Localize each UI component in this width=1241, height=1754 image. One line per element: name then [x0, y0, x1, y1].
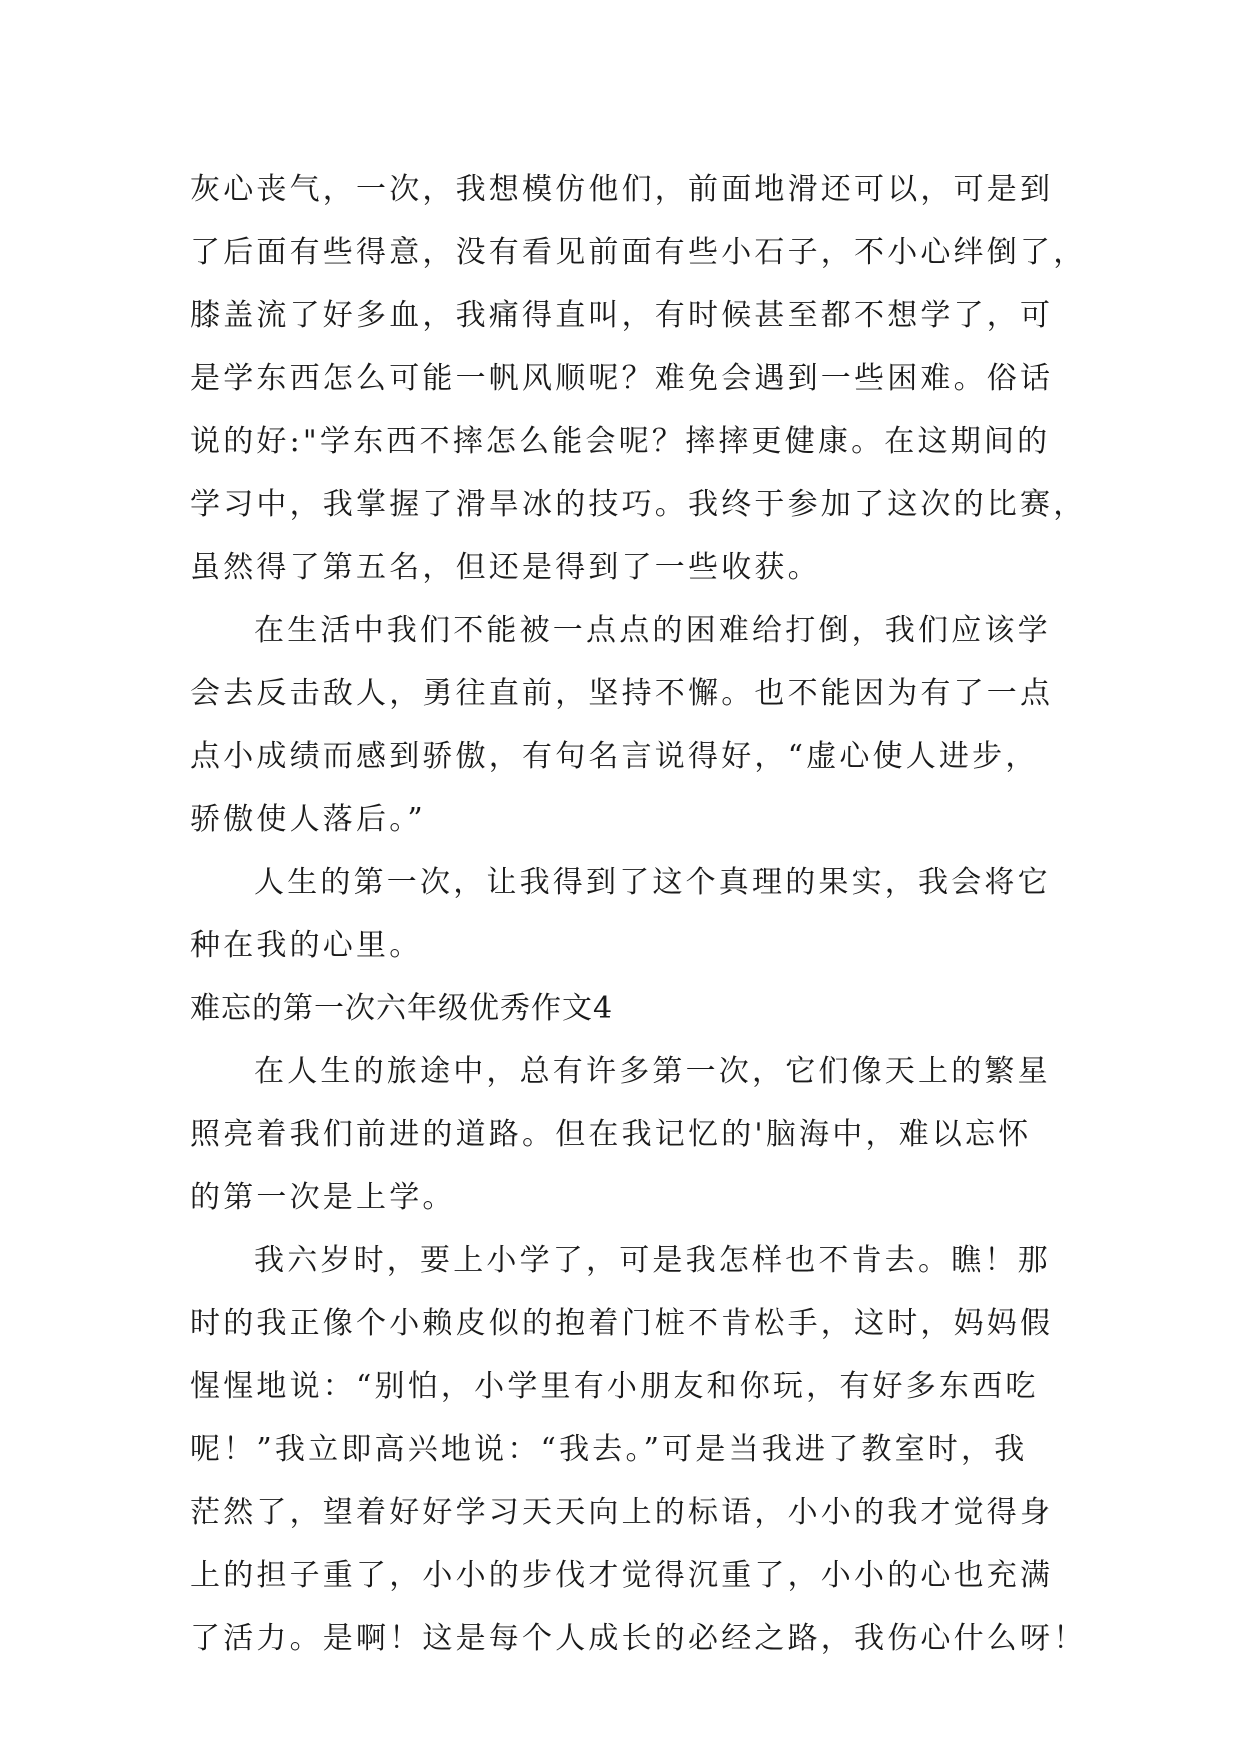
- text-line: 茫然了，望着好好学习天天向上的标语，小小的我才觉得身: [190, 1495, 1054, 1530]
- paragraph-start-line: 在人生的旅途中，总有许多第一次，它们像天上的繁星: [254, 1054, 1051, 1089]
- text-line: 膝盖流了好多血，我痛得直叫，有时候甚至都不想学了，可: [190, 298, 1054, 333]
- text-line: 了后面有些得意，没有看见前面有些小石子，不小心绊倒了，: [190, 235, 1087, 270]
- text-line: 点小成绩而感到骄傲，有句名言说得好，“虚心使人进步，: [190, 739, 1039, 774]
- text-line: 骄傲使人落后。”: [190, 802, 426, 837]
- text-line: 种在我的心里。: [190, 928, 423, 963]
- section-heading: 难忘的第一次六年级优秀作文4: [190, 991, 614, 1026]
- text-line: 了活力。是啊！这是每个人成长的必经之路，我伤心什么呀！: [190, 1621, 1087, 1656]
- text-line: 照亮着我们前进的道路。但在我记忆的'脑海中，难以忘怀: [190, 1117, 1032, 1152]
- paragraph-start-line: 人生的第一次，让我得到了这个真理的果实，我会将它: [254, 865, 1051, 900]
- text-line: 时的我正像个小赖皮似的抱着门桩不肯松手，这时，妈妈假: [190, 1306, 1054, 1341]
- text-line: 上的担子重了，小小的步伐才觉得沉重了，小小的心也充满: [190, 1558, 1054, 1593]
- text-line: 虽然得了第五名，但还是得到了一些收获。: [190, 550, 821, 585]
- text-line: 灰心丧气，一次，我想模仿他们，前面地滑还可以，可是到: [190, 172, 1054, 207]
- text-line: 说的好:"学东西不摔怎么能会呢？摔摔更健康。在这期间的: [190, 424, 1051, 459]
- text-line: 会去反击敌人，勇往直前，坚持不懈。也不能因为有了一点: [190, 676, 1054, 711]
- text-line: 学习中，我掌握了滑旱冰的技巧。我终于参加了这次的比赛，: [190, 487, 1087, 522]
- text-line: 惺惺地说：“别怕，小学里有小朋友和你玩，有好多东西吃: [190, 1369, 1039, 1404]
- text-line: 的第一次是上学。: [190, 1180, 456, 1215]
- document-page: [190, 158, 1087, 1670]
- text-line: 是学东西怎么可能一帆风顺呢？难免会遇到一些困难。俗话: [190, 361, 1054, 396]
- text-line: 呢！”我立即高兴地说：“我去。”可是当我进了教室时，我: [190, 1432, 1028, 1467]
- paragraph-start-line: 在生活中我们不能被一点点的困难给打倒，我们应该学: [254, 613, 1051, 648]
- paragraph-start-line: 我六岁时，要上小学了，可是我怎样也不肯去。瞧！那: [254, 1243, 1051, 1278]
